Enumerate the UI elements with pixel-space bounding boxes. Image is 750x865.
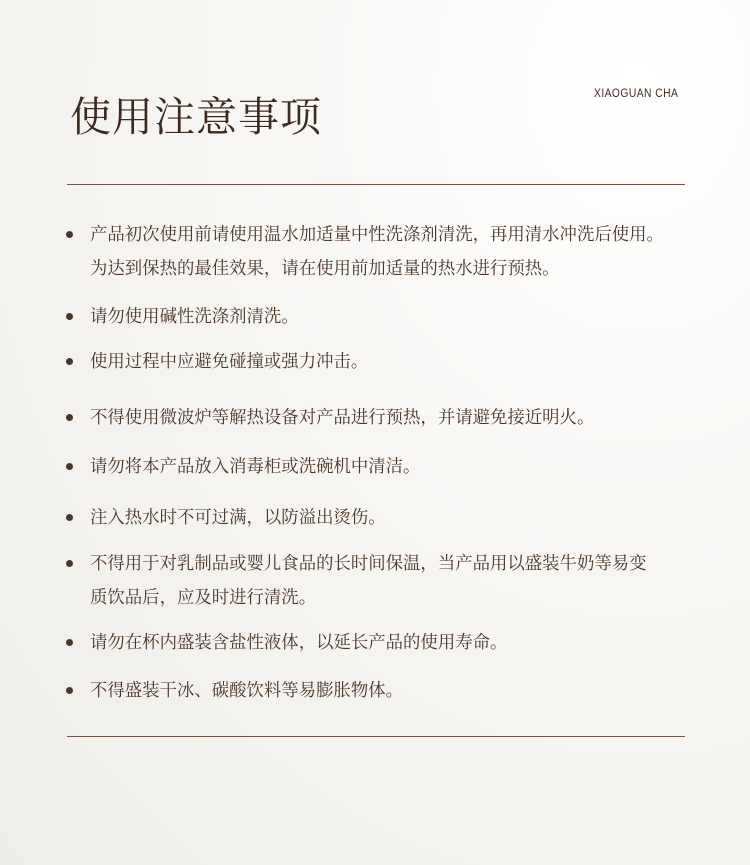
- brand-label: XIAOGUAN CHA: [594, 86, 679, 100]
- bullet-dot-icon: [66, 463, 73, 470]
- note-text-line: 不得用于对乳制品或婴儿食品的长时间保温，当产品用以盛装牛奶等易变: [90, 554, 647, 574]
- bullet-dot-icon: [66, 231, 73, 238]
- note-text-line: 使用过程中应避免碰撞或强力冲击。: [90, 352, 369, 372]
- bullet-dot-icon: [66, 414, 73, 421]
- note-text-line: 为达到保热的最佳效果，请在使用前加适量的热水进行预热。: [90, 259, 560, 279]
- note-text-line: 请勿在杯内盛装含盐性液体，以延长产品的使用寿命。: [90, 633, 508, 653]
- bottom-divider: [67, 736, 685, 737]
- note-text-line: 质饮品后，应及时进行清洗。: [90, 588, 317, 608]
- note-text-line: 请勿将本产品放入消毒柜或洗碗机中清洁。: [90, 457, 421, 477]
- bullet-dot-icon: [66, 358, 73, 365]
- bullet-dot-icon: [66, 313, 73, 320]
- page-title: 使用注意事项: [70, 93, 322, 141]
- note-text-line: 不得盛装干冰、碳酸饮料等易膨胀物体。: [90, 681, 404, 701]
- note-text-line: 产品初次使用前请使用温水加适量中性洗涤剂清洗，再用清水冲洗后使用。: [90, 225, 664, 245]
- note-text-line: 注入热水时不可过满，以防溢出烫伤。: [90, 508, 386, 528]
- bullet-dot-icon: [66, 687, 73, 694]
- bullet-dot-icon: [66, 560, 73, 567]
- note-text-line: 请勿使用碱性洗涤剂清洗。: [90, 307, 299, 327]
- note-text-line: 不得使用微波炉等解热设备对产品进行预热，并请避免接近明火。: [90, 408, 595, 428]
- bullet-dot-icon: [66, 514, 73, 521]
- bullet-dot-icon: [66, 639, 73, 646]
